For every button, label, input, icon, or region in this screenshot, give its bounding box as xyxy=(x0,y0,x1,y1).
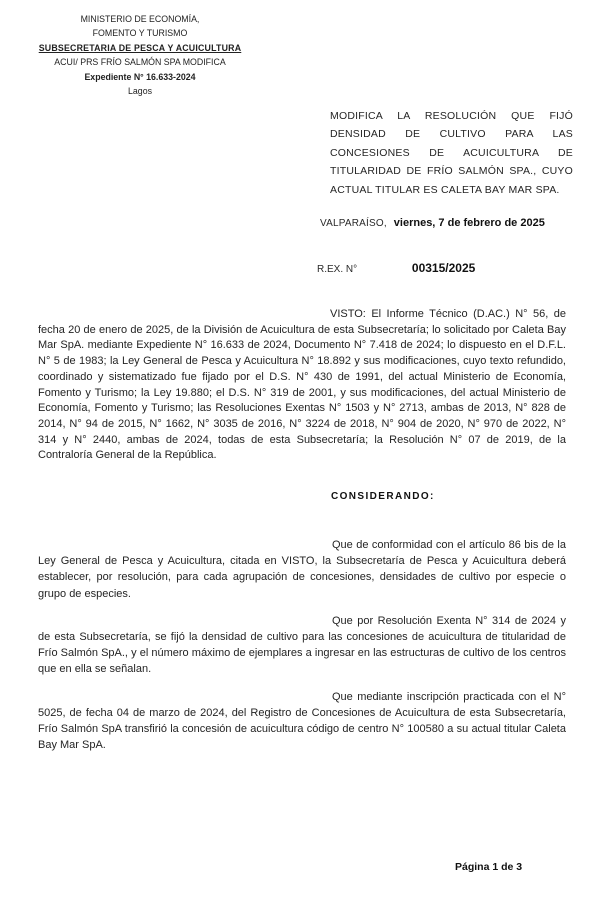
dateline-date: viernes, 7 de febrero de 2025 xyxy=(393,217,545,229)
considerando-section xyxy=(38,537,566,764)
visto-paragraph: VISTO: El Informe Técnico (D.AC.) N° 56, de fecha 20 de enero de 2025, de la División de Acuicultura de esta Subsecretaría; lo solicitado por Caleta Bay Mar SpA. mediante Expediente N° 16.633 de 2024, Documento N° 7.418 de 2024; lo dispuesto en el D.F.L. N° 5 de 1983; la Ley General de Pesca y Acuicultura N° 18.892 y sus modificaciones, cuyo texto refundido, coordinado y sistematizado fue fijado por el D.S. N° 430 de 1991, del actual Ministerio de Economía, Fomento y Turismo; la Ley 19.880; el D.S. N° 319 de 2001, y sus modificaciones, del actual Ministerio de Economía, Fomento y Turismo; las Resoluciones Exentas N° 1503 y N° 2713, ambas de 2013, N° 828 de 2014, N° 94 de 2015, N° 1662, N° 3035 de 2016, N° 3224 de 2018, N° 904 de 2020, N° 970 de 2022, N° 314 y N° 2440, ambas de 2024, todas de esta Subsecretaría; la Resolución N° 07 de 2019, de la Contraloría General de la República. xyxy=(38,308,566,462)
agency-name: SUBSECRETARIA DE PESCA Y ACUICULTURA xyxy=(38,42,242,53)
dateline-city: VALPARAÍSO, xyxy=(320,218,387,229)
resolution-label: R.EX. N° xyxy=(317,264,358,275)
resolution-value: 00315/2025 xyxy=(411,261,476,275)
page-number: Página 1 de 3 xyxy=(455,861,523,873)
ministry-name-line1: MINISTERIO DE ECONOMÍA, xyxy=(80,14,200,24)
reference-code: ACUI/ PRS FRÍO SALMÓN SPA MODIFICA xyxy=(54,57,226,68)
considerando-paragraph-1: Que de conformidad con el artículo 86 bis de la Ley General de Pesca y Acuicultura, citada en VISTO, la Subsecretaría de Pesca y Acuicultura deberá establecer, por resolución, para cada agrupación de concesiones, densidades de cultivo por especie o grupo de especies. xyxy=(38,539,566,600)
letterhead xyxy=(17,12,263,98)
dateline xyxy=(320,217,580,229)
resolution-number-line xyxy=(317,261,475,275)
subject-summary: MODIFICA LA RESOLUCIÓN QUE FIJÓ DENSIDAD DE CULTIVO PARA LAS CONCESIONES DE ACUICULTURA DE TITULARIDAD DE FRÍO SALMÓN SPA., CUYO ACTUAL TITULAR ES CALETA BAY MAR SPA. xyxy=(330,110,573,196)
region-label: Lagos xyxy=(128,86,152,97)
ministry-name-line2: FOMENTO Y TURISMO xyxy=(92,28,188,39)
file-number: Expediente N° 16.633-2024 xyxy=(84,71,196,82)
considerando-paragraph-3: Que mediante inscripción practicada con el N° 5025, de fecha 04 de marzo de 2024, del Registro de Concesiones de Acuicultura de esta Subsecretaría, Frío Salmón SpA transfirió la concesión de acuicultura código de centro N° 100580 a su actual titular Caleta Bay Mar SpA. xyxy=(38,690,566,752)
considerando-paragraph-2: Que por Resolución Exenta N° 314 de 2024 y de esta Subsecretaría, se fijó la densidad de cultivo para las concesiones de acuicultura de titularidad de Frío Salmón SpA., y el número máximo de ejemplares a ingresar en las estructuras de cultivo de los centros que en ella se señalan. xyxy=(38,614,566,676)
considerando-heading: CONSIDERANDO: xyxy=(331,491,435,502)
